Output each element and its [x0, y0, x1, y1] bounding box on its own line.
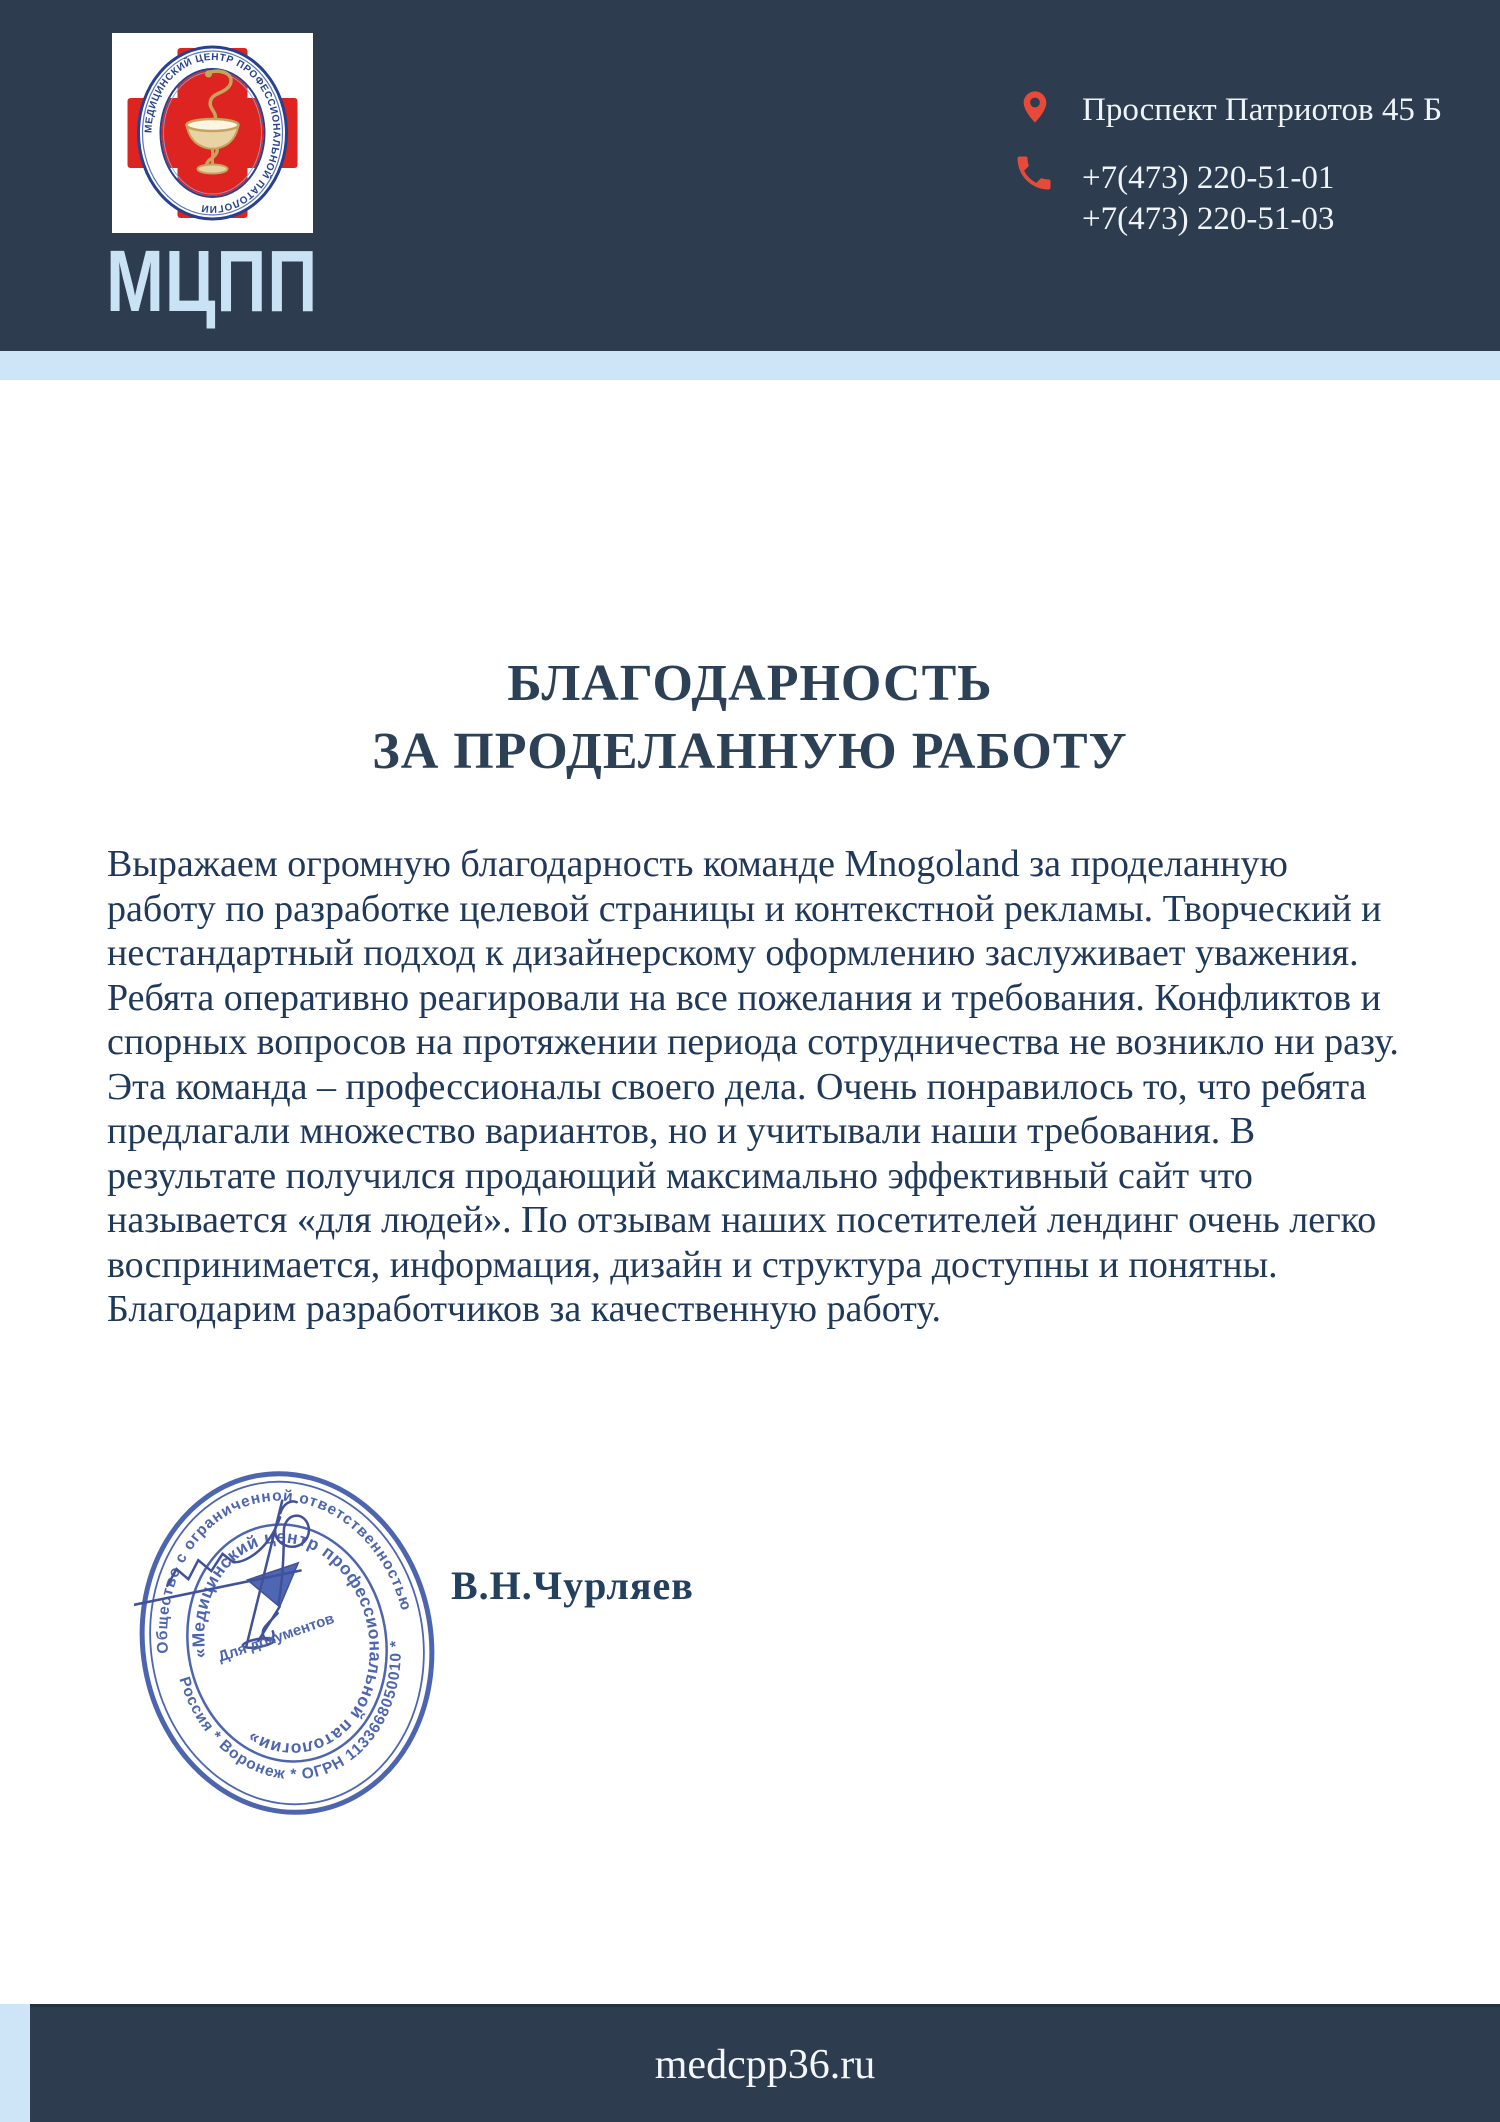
address-text: Проспект Патриотов 45 Б [1082, 92, 1443, 128]
logo-ring-caption: МЕДИЦИНСКИЙ ЦЕНТР ПРОФЕССИОНАЛЬНОЙ ПАТОЛОГИИ [143, 51, 282, 215]
website-link[interactable]: medcpp36.ru [654, 2041, 876, 2088]
phone-number-1[interactable]: +7(473) 220-51-01 [1082, 160, 1335, 196]
header-accent-stripe [0, 351, 1500, 380]
signer-name: В.Н.Чурляев [451, 1563, 694, 1608]
location-pin-icon [1018, 84, 1052, 130]
footer [30, 2004, 1500, 2122]
brand-abbr-text: МЦПП [106, 233, 319, 330]
title-line-1: БЛАГОДАРНОСТЬ [507, 655, 993, 712]
clinic-logo [112, 33, 313, 233]
footer-accent-strip [0, 2004, 30, 2122]
phone-icon [1012, 150, 1056, 196]
stamp-outer-bottom-text: Россия * Воронеж * ОГРН 1133668050010 * [175, 1639, 405, 1784]
stamp-outer-top-text: Общество с ограниченной ответственностью [154, 1487, 415, 1655]
phone-number-2[interactable]: +7(473) 220-51-03 [1082, 201, 1335, 237]
letter-paragraph: Выражаем огромную благодарность команде Mnogoland за проделанную работу по разработке целевой страницы и контекстной рекламы. Творческий и нестандартный подход к дизайнерскому оформлению заслуживает уважения. Ребята оперативно реагировали на все пожелания и требования. Конфликтов и спорных вопросов на протяжении периода сотрудничества не возникло ни разу. Эта команда – профессионалы своего дела. Очень понравилось то, что ребята предлагали множество вариантов, но и учитывали наши требования. В результате получился продающий максимально эффективный сайт что называется «для людей». По отзывам наших посетителей лендинг очень легко воспринимается, информация, дизайн и структура доступны и понятны. Благодарим разработчиков за качественную работу. [107, 843, 1399, 1330]
clinic-logo-emblem [112, 33, 313, 233]
header [0, 0, 1500, 351]
page-title [0, 650, 1500, 786]
stamp-inner-text: «Медицинский центр профессиональной патологии» [188, 1526, 386, 1760]
title-line-2: ЗА ПРОДЕЛАННУЮ РАБОТУ [372, 723, 1128, 780]
brand-abbr [106, 234, 371, 330]
stamp-center-note: Для документов [216, 1610, 337, 1666]
company-stamp [134, 1462, 440, 1824]
